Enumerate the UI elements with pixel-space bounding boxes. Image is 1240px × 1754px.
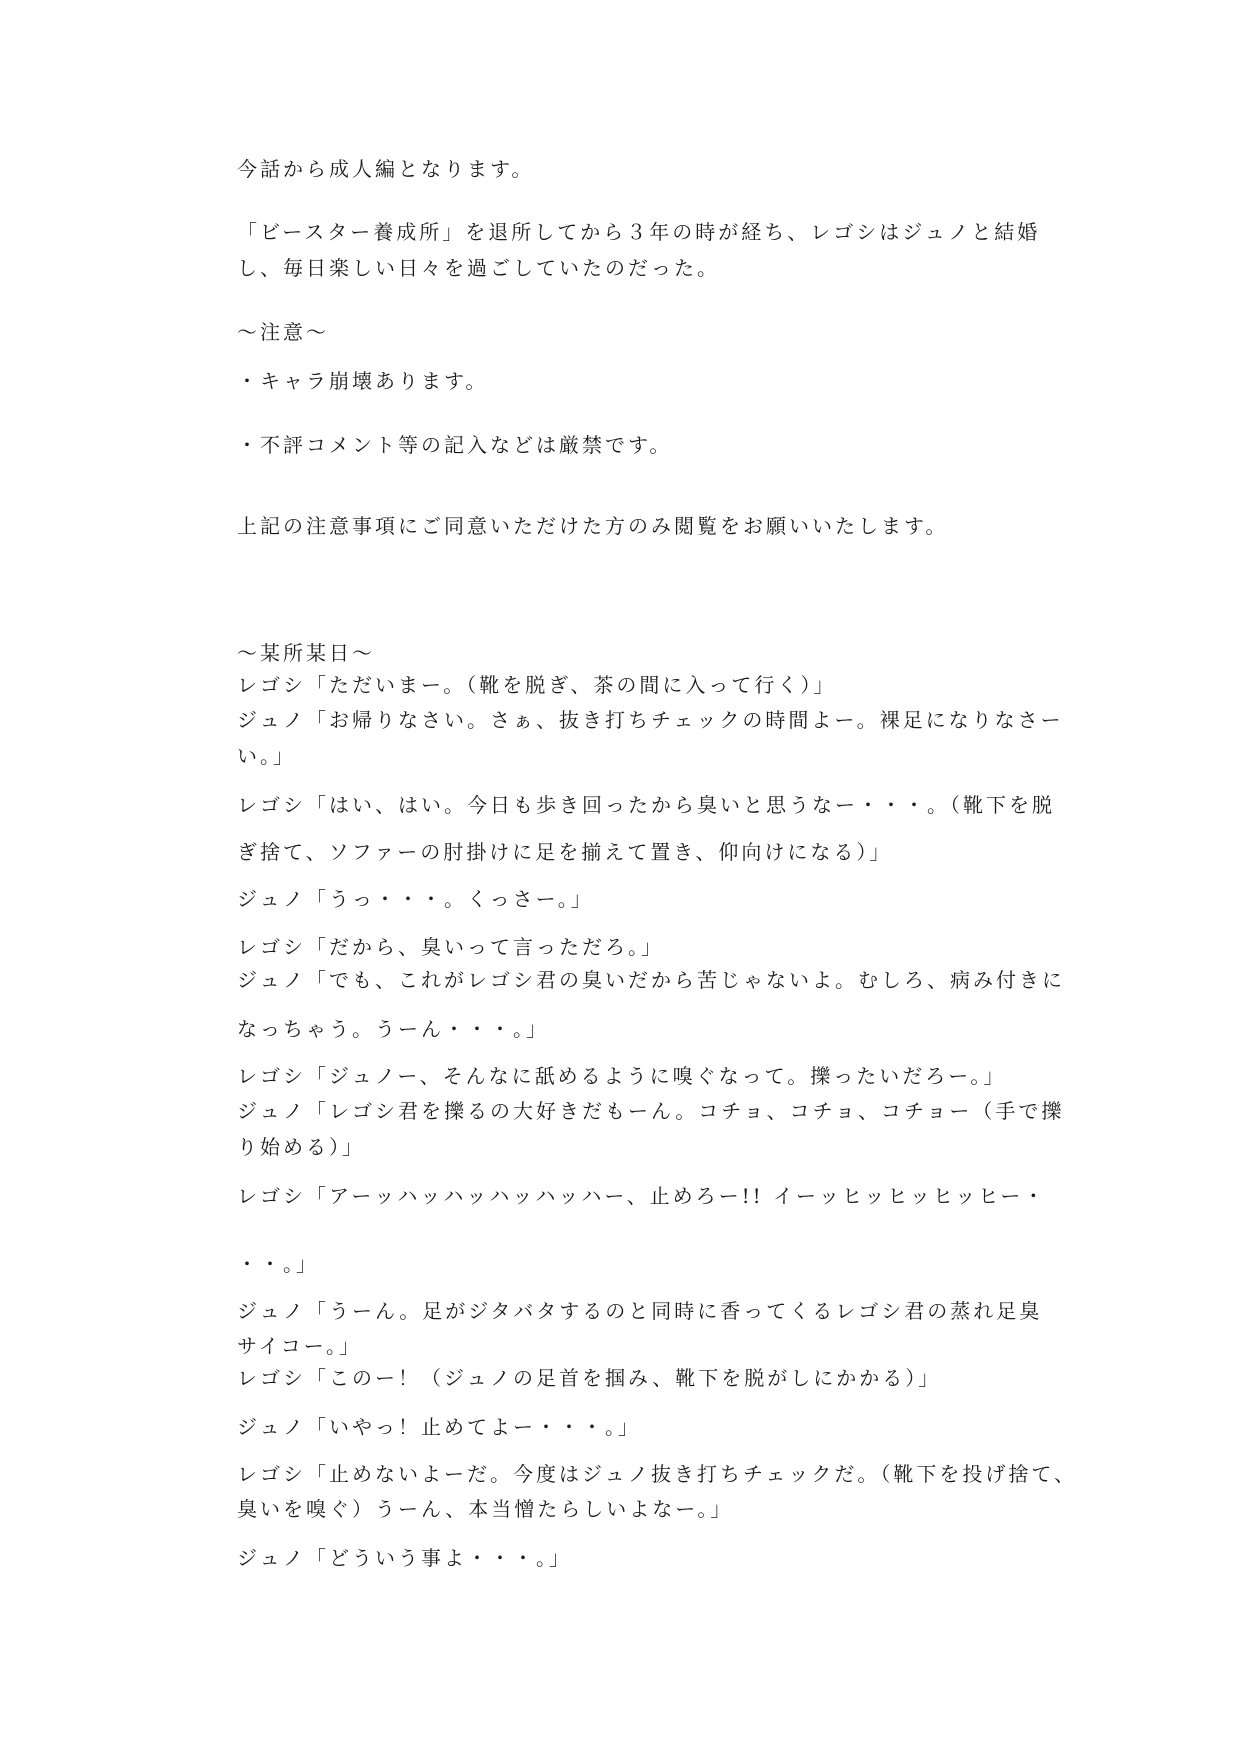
text-line: 「ビースター養成所」を退所してから３年の時が経ち、レゴシはジュノと結婚 <box>237 220 1041 244</box>
text-line: 臭いを嗅ぐ）うーん、本当憎たらしいよなー。」 <box>237 1497 734 1521</box>
text-line: ジュノ「どういう事よ・・・。」 <box>237 1546 572 1570</box>
text-line: ～注意～ <box>237 320 329 344</box>
text-line: ジュノ「いやっ！止めてよー・・・。」 <box>237 1415 641 1439</box>
text-line: ジュノ「お帰りなさい。さぁ、抜き打ちチェックの時間よー。裸足になりなさー <box>237 708 1064 732</box>
text-line: レゴシ「このー！（ジュノの足首を掴み、靴下を脱がしにかかる）」 <box>237 1366 942 1390</box>
text-line: レゴシ「止めないよーだ。今度はジュノ抜き打ちチェックだ。（靴下を投げ捨て、 <box>237 1462 1077 1486</box>
text-line: レゴシ「はい、はい。今日も歩き回ったから臭いと思うなー・・・。（靴下を脱 <box>237 793 1055 817</box>
text-line: 上記の注意事項にご同意いただけた方のみ閲覧をお願いいたします。 <box>237 514 949 538</box>
text-line: ・・。」 <box>237 1252 319 1276</box>
text-line: レゴシ「だから、臭いって言っただろ。」 <box>237 935 664 959</box>
text-line: レゴシ「ジュノー、そんなに舐めるように嗅ぐなって。擽ったいだろー。」 <box>237 1064 1007 1088</box>
text-line: ジュノ「うーん。足がジタバタするのと同時に香ってくるレゴシ君の蒸れ足臭 <box>237 1299 1043 1323</box>
text-line: ぎ捨て、ソファーの肘掛けに足を揃えて置き、仰向けになる）」 <box>237 840 893 864</box>
text-line: 今話から成人編となります。 <box>237 157 535 181</box>
text-line: し、毎日楽しい日々を過ごしていたのだった。 <box>237 256 720 280</box>
text-line: ジュノ「でも、これがレゴシ君の臭いだから苦じゃないよ。むしろ、病み付きに <box>237 968 1065 992</box>
text-line: なっちゃう。うーん・・・。」 <box>237 1017 549 1041</box>
text-line: い。」 <box>237 744 296 768</box>
text-line: り始める）」 <box>237 1135 365 1159</box>
text-line: ・不評コメント等の記入などは厳禁です。 <box>237 433 673 457</box>
text-line: レゴシ「ただいまー。（靴を脱ぎ、茶の間に入って行く）」 <box>237 673 837 697</box>
text-line: ・キャラ崩壊あります。 <box>237 369 489 393</box>
text-line: ジュノ「うっ・・・。くっさー。」 <box>237 887 594 911</box>
text-line: レゴシ「アーッハッハッハッハッハー、止めろー!! イーッヒッヒッヒッヒー・ <box>237 1184 1047 1208</box>
text-line: サイコー。」 <box>237 1334 362 1358</box>
text-line: ジュノ「レゴシ君を擽るの大好きだもーん。コチョ、コチョ、コチョー（手で擽 <box>237 1099 1065 1123</box>
text-line: ～某所某日～ <box>237 641 375 665</box>
